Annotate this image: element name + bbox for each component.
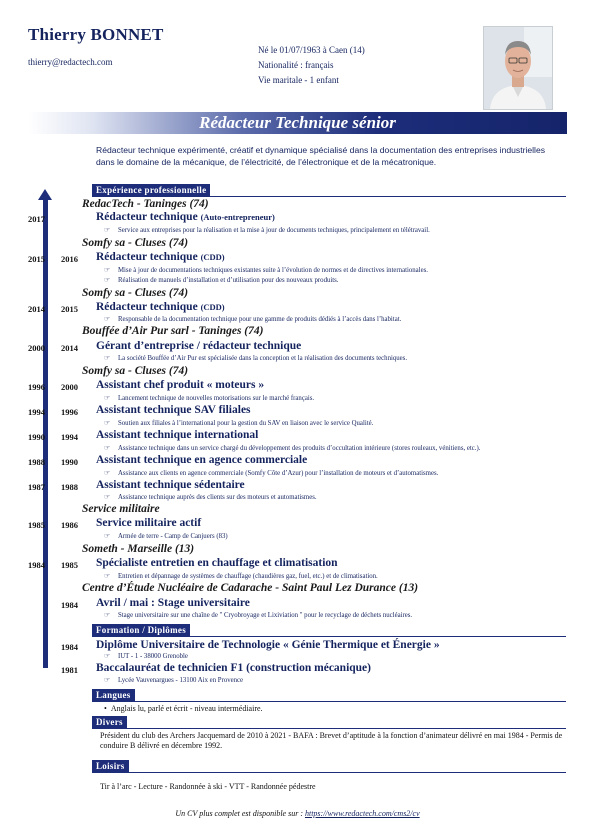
birth-info: Né le 01/07/1963 à Caen (14) <box>258 45 365 55</box>
pointing-hand-icon: ☞ <box>104 652 111 660</box>
end-year: 1994 <box>61 432 78 442</box>
job-position: Assistant technique SAV filiales <box>96 404 251 416</box>
job-position: Assistant technique international <box>96 429 259 441</box>
formation-school: ☞ IUT - 1 - 38000 Grenoble <box>104 652 188 660</box>
job-description: ☞ Mise à jour de documentations techniques existantes suite à l’évolution de normes et de directives internationales. <box>104 266 428 274</box>
job-position: Assistant chef produit « moteurs » <box>96 379 265 391</box>
formation-title: Diplôme Universitaire de Technologie « Génie Thermique et Énergie » <box>96 639 440 651</box>
start-year: 1984 <box>28 560 45 570</box>
start-year: 1988 <box>28 457 45 467</box>
job-description: ☞ La société Bouffée d’Air Pur est spécialisée dans la conception et la réalisation des documents techniques. <box>104 354 408 362</box>
start-year: 2015 <box>28 254 45 264</box>
footer: Un CV plus complet est disponible sur : https://www.redactech.com/cms2/cv <box>175 809 420 818</box>
job-position: Assistant technique sédentaire <box>96 479 245 491</box>
section-divers: Divers <box>92 716 127 728</box>
job-position: Gérant d’entreprise / rédacteur technique <box>96 340 302 352</box>
job-description: ☞ Assistance technique dans un service chargé du développement des produits d’occultation intérieure (stores rouleaux, vénitiens, etc.). <box>104 444 481 452</box>
languages-text: • Anglais lu, parlé et écrit - niveau intermédiaire. <box>104 704 263 713</box>
end-year: 1988 <box>61 482 78 492</box>
job-description: ☞ Service aux entreprises pour la réalisation et la mise à jour de documents techniques, principalement en télétravail. <box>104 226 430 234</box>
job-position: Rédacteur technique (CDD) <box>96 251 225 263</box>
marital-info: Vie maritale - 1 enfant <box>258 75 339 85</box>
start-year: 1985 <box>28 520 45 530</box>
company-name: Service militaire <box>82 503 160 515</box>
start-year: 1987 <box>28 482 45 492</box>
end-year: 1986 <box>61 520 78 530</box>
profile-summary: Rédacteur technique expérimenté, créatif et dynamique spécialisé dans la documentation des entreprises industrielles dans le domaine de la mécanique, de l’électricité, de l’électronique et de la mécatronique. <box>96 145 546 167</box>
pointing-hand-icon: ☞ <box>104 532 111 540</box>
end-year: 1996 <box>61 407 78 417</box>
job-description: ☞ Responsable de la documentation technique pour une gamme de produits dédiés à l’accès dans l’habitat. <box>104 315 402 323</box>
job-description: ☞ Entretien et dépannage de systèmes de chauffage (chaudières gaz, fuel, etc.) et de climatisation. <box>104 572 378 580</box>
job-position: Rédacteur technique (Auto-entrepreneur) <box>96 211 275 223</box>
job-position: Assistant technique en agence commerciale <box>96 454 308 466</box>
company-name: Bouffée d’Air Pur sarl - Taninges (74) <box>82 325 264 337</box>
start-year: 2014 <box>28 304 45 314</box>
formation-title: Baccalauréat de technicien F1 (construction mécanique) <box>96 662 371 674</box>
company-name: Somfy sa - Cluses (74) <box>82 365 189 377</box>
job-description: ☞ Soutien aux filiales à l’international pour la gestion du SAV en liaison avec le service Qualité. <box>104 419 374 427</box>
end-year: 1984 <box>61 600 78 610</box>
bullet-icon: • <box>104 704 111 713</box>
section-divider <box>92 728 566 729</box>
company-name: Somfy sa - Cluses (74) <box>82 287 189 299</box>
section-divider <box>92 701 566 702</box>
job-description: ☞ Réalisation de manuels d’installation et d’utilisation pour des nouveaux produits. <box>104 276 339 284</box>
section-divider <box>92 772 566 773</box>
section-loisirs: Loisirs <box>92 760 129 772</box>
company-name: Someth - Marseille (13) <box>82 543 195 555</box>
pointing-hand-icon: ☞ <box>104 611 111 619</box>
section-divider <box>92 636 566 637</box>
end-year: 1985 <box>61 560 78 570</box>
pointing-hand-icon: ☞ <box>104 419 111 427</box>
section-experience: Expérience professionnelle <box>92 184 210 196</box>
pointing-hand-icon: ☞ <box>104 444 111 452</box>
loisirs-text: Tir à l’arc - Lecture - Randonnée à ski - VTT - Randonnée pédestre <box>100 782 316 791</box>
pointing-hand-icon: ☞ <box>104 266 111 274</box>
start-year: 1996 <box>28 382 45 392</box>
start-year: 1994 <box>28 407 45 417</box>
pointing-hand-icon: ☞ <box>104 676 111 684</box>
job-position: Spécialiste entretien en chauffage et climatisation <box>96 557 338 569</box>
section-formation: Formation / Diplômes <box>92 624 190 636</box>
job-position: Rédacteur technique (CDD) <box>96 301 225 313</box>
email-link[interactable]: thierry@redactech.com <box>28 57 113 67</box>
pointing-hand-icon: ☞ <box>104 469 111 477</box>
end-year: 2014 <box>61 343 78 353</box>
formation-school: ☞ Lycée Vauvenargues - 13100 Aix en Provence <box>104 676 244 684</box>
formation-year: 1981 <box>61 665 78 675</box>
start-year: 2000 <box>28 343 45 353</box>
formation-year: 1984 <box>61 642 78 652</box>
job-title: Rédacteur Technique sénior <box>199 113 396 132</box>
company-name: Somfy sa - Cluses (74) <box>82 237 189 249</box>
end-year: 2016 <box>61 254 78 264</box>
end-year: 2000 <box>61 382 78 392</box>
company-name: Centre d’Étude Nucléaire de Cadarache - Saint Paul Lez Durance (13) <box>82 582 419 594</box>
job-description: ☞ Assistance aux clients en agence commerciale (Somfy Côte d’Azur) pour l’installation de moteurs et d’automatismes. <box>104 469 439 477</box>
profile-photo <box>483 26 553 110</box>
pointing-hand-icon: ☞ <box>104 572 111 580</box>
divers-text: Président du club des Archers Jacquemard de 2010 à 2021 - BAFA : Brevet d’aptitude à la fonction d’animateur délivré en mai 1984 - Permis de conduire B délivré en décembre 1992. <box>100 731 563 750</box>
job-description: ☞ Stage universitaire sur une chaîne de " Cryobroyage et Lixiviation " pour le recyclage de déchets nucléaires. <box>104 611 413 619</box>
start-year: 2017 <box>28 214 45 224</box>
section-langues: Langues <box>92 689 135 701</box>
company-name: RedacTech - Taninges (74) <box>82 198 209 210</box>
person-name: Thierry BONNET <box>28 25 164 44</box>
section-divider <box>92 196 566 197</box>
end-year: 2015 <box>61 304 78 314</box>
pointing-hand-icon: ☞ <box>104 276 111 284</box>
start-year: 1990 <box>28 432 45 442</box>
end-year: 1990 <box>61 457 78 467</box>
pointing-hand-icon: ☞ <box>104 226 111 234</box>
cv-link[interactable]: https://www.redactech.com/cms2/cv <box>304 809 420 818</box>
job-position: Service militaire actif <box>96 517 202 529</box>
job-description: ☞ Lancement technique de nouvelles motorisations sur le marché français. <box>104 394 315 402</box>
pointing-hand-icon: ☞ <box>104 493 111 501</box>
pointing-hand-icon: ☞ <box>104 394 111 402</box>
job-description: ☞ Assistance technique auprès des clients sur des moteurs et automatismes. <box>104 493 317 501</box>
job-description: ☞ Armée de terre - Camp de Canjuers (83) <box>104 532 228 540</box>
pointing-hand-icon: ☞ <box>104 315 111 323</box>
nationality-info: Nationalité : français <box>258 60 334 70</box>
job-position: Avril / mai : Stage universitaire <box>96 597 250 609</box>
pointing-hand-icon: ☞ <box>104 354 111 362</box>
